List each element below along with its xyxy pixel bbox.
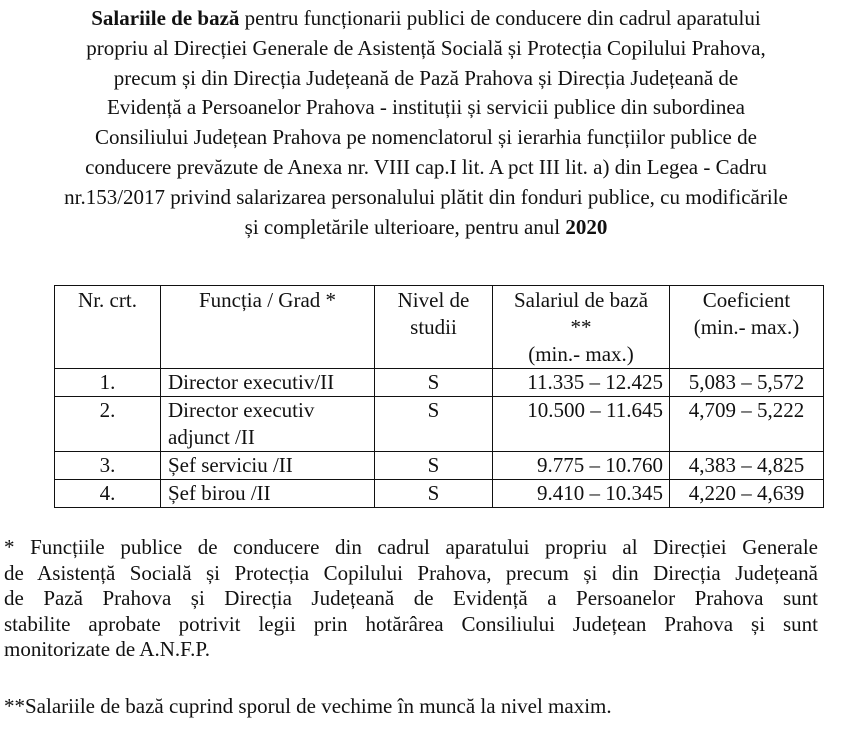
title-line-4: Evidență a Persoanelor Prahova - instituții și servicii publice din subordinea: [106, 95, 746, 120]
footnote-line: **Salariile de bază cuprind sporul de vechime în muncă la nivel maxim.: [4, 694, 612, 718]
table-row: [55, 480, 824, 508]
cell-coeficient: 4,709 – 5,222: [670, 397, 824, 452]
cell-functia: Șef birou /II: [161, 480, 375, 508]
table-row: [55, 452, 824, 480]
cell-nr: 3.: [55, 452, 161, 480]
table-row: [55, 369, 824, 397]
table-header-row: [55, 286, 824, 369]
cell-coeficient: 5,083 – 5,572: [670, 369, 824, 397]
title-line-8: și completările ulterioare, pentru anul 2020: [244, 214, 608, 239]
cell-coeficient: 4,220 – 4,639: [670, 480, 824, 508]
salary-table: [54, 285, 824, 508]
header-coeficient: Coeficient (min.- max.): [670, 286, 824, 369]
cell-functia: Șef serviciu /II: [161, 452, 375, 480]
title-line-5: Consiliului Județean Prahova pe nomenclatorul și ierarhia funcțiilor publice de: [95, 125, 757, 150]
table-row: [55, 397, 824, 452]
cell-nr: 2.: [55, 397, 161, 452]
header-functia: Funcția / Grad *: [161, 286, 375, 369]
cell-salariu: 10.500 – 11.645: [493, 397, 670, 452]
header-nr-crt: Nr. crt.: [55, 286, 161, 369]
cell-nr: 4.: [55, 480, 161, 508]
title-line-2: propriu al Direcției Generale de Asistență Socială și Protecția Copilului Prahova,: [86, 35, 766, 60]
footnote-line: de Asistență Socială și Protecția Copilului Prahova, precum și din Direcția Județeană: [4, 560, 818, 585]
footnote-line: stabilite aprobate potrivit legii prin hotărârea Consiliului Județean Prahova și sunt: [4, 611, 818, 636]
title-line-6: conducere prevăzute de Anexa nr. VIII cap.I lit. A pct III lit. a) din Legea - Cadru: [85, 154, 767, 179]
cell-coeficient: 4,383 – 4,825: [670, 452, 824, 480]
cell-nivel: S: [375, 397, 493, 452]
footnote-line: de Pază Prahova și Direcția Județeană de Evidență a Persoanelor Prahova sunt: [4, 586, 818, 610]
title-line-1: Salariile de bază pentru funcționarii publici de conducere din cadrul aparatului: [91, 6, 761, 30]
footnote-functii: [4, 535, 818, 663]
cell-functia: Director executiv adjunct /II: [161, 397, 375, 452]
cell-nivel: S: [375, 369, 493, 397]
header-salariu: Salariul de bază ** (min.- max.): [493, 286, 670, 369]
title-bold-lead: Salariile de bază: [91, 6, 240, 30]
title-year: 2020: [565, 214, 608, 239]
cell-salariu: 9.775 – 10.760: [493, 452, 670, 480]
cell-salariu: 9.410 – 10.345: [493, 480, 670, 508]
cell-salariu: 11.335 – 12.425: [493, 369, 670, 397]
cell-nivel: S: [375, 452, 493, 480]
cell-nivel: S: [375, 480, 493, 508]
header-nivel-studii: Nivel de studii: [375, 286, 493, 369]
cell-functia: Director executiv/II: [161, 369, 375, 397]
title-line-7: nr.153/2017 privind salarizarea personalului plătit din fonduri publice, cu modificările: [64, 184, 788, 209]
footnote-line: * Funcțiile publice de conducere din cadrul aparatului propriu al Direcției Generale: [4, 535, 818, 559]
document-title: [0, 4, 852, 242]
title-line-3: precum și din Direcția Județeană de Pază Prahova și Direcția Județeană de: [113, 65, 739, 90]
footnote-line: monitorizate de A.N.F.P.: [4, 637, 210, 661]
cell-nr: 1.: [55, 369, 161, 397]
footnote-salarii: [4, 694, 818, 720]
